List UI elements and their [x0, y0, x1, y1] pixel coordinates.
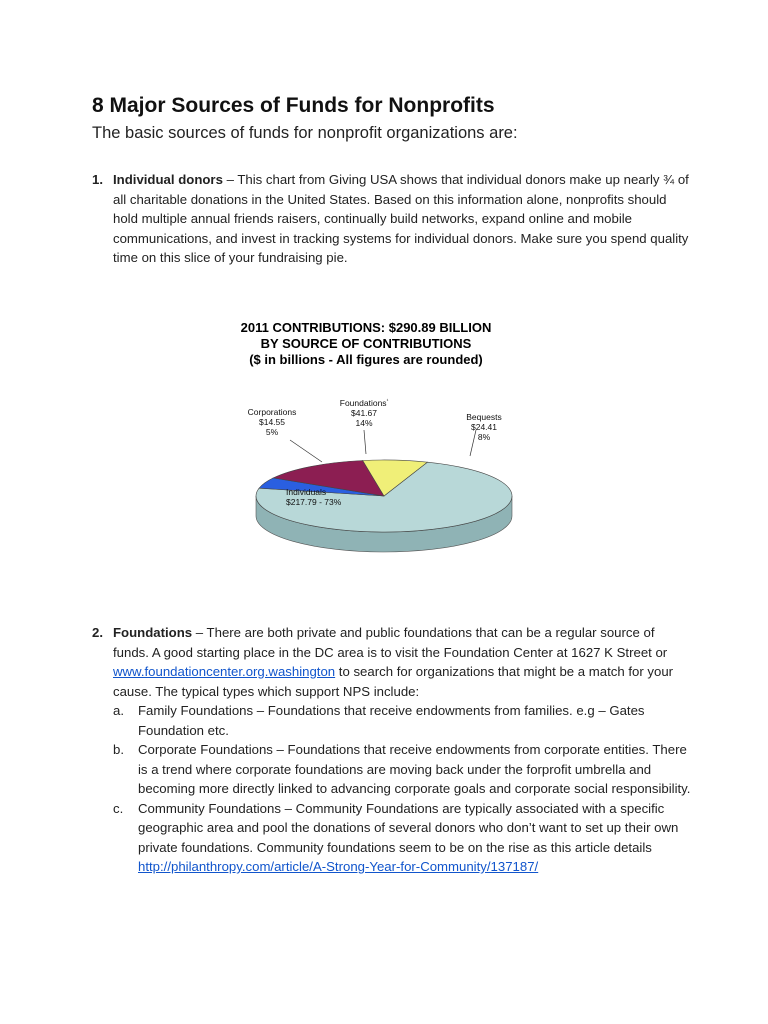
label-bequests-percent: 8%: [477, 432, 491, 442]
label-bequests-name: Bequests: [466, 412, 502, 422]
label-foundations-name: Foundations$^{^1}$: [339, 397, 389, 408]
label-corporations-value: $14.55: [259, 417, 285, 427]
foundation-center-link[interactable]: www.foundationcenter.org.washington: [113, 664, 336, 679]
sublist-letter: b.: [113, 742, 124, 757]
label-bequests: [448, 412, 520, 442]
label-corporations-name: Corporations: [247, 407, 297, 417]
list-item-content: [113, 623, 692, 701]
sublist-item-corporate-foundations: [113, 740, 692, 799]
list-number: 2.: [92, 625, 103, 640]
philanthropy-article-link[interactable]: http://philanthropy.com/article/A-Strong-Year-for-Community/137187/: [138, 859, 539, 874]
sublist-text: Community Foundations – Community Foundations are typically associated with a specific geographic area and pool the donations of several donors who don’t want to set up their own private foundations. Community foundations seem to be on the rise as this article details: [138, 800, 679, 855]
list-item-individual-donors: [92, 170, 692, 268]
foundations-leader-line: [364, 430, 366, 454]
corporations-leader-line: [290, 440, 322, 462]
label-foundations: [328, 396, 400, 428]
sublist-letter: c.: [113, 800, 124, 816]
label-foundations-percent: 14%: [355, 417, 373, 428]
page-subtitle: The basic sources of funds for nonprofit organizations are:: [92, 124, 518, 142]
pie-svg: [216, 312, 536, 572]
item-text-after-link: to search for organizations that might be a match for your cause. The typical types which support NPS include:: [113, 664, 674, 699]
list-number: 1.: [92, 172, 103, 187]
sublist-item-family-foundations: [113, 701, 692, 740]
term-foundations: Foundations: [113, 625, 193, 640]
item-text: – This chart from Giving USA shows that individual donors make up nearly ¾ of all charitable donations in the United States. Based on this information alone, nonprofits should hold multiple annual friends raisers, continually build networks, expand online and mobile communications, and invest in tracking systems for individual donors. Make sure you spend quality time on this slice of your fundraising pie.: [113, 172, 689, 265]
label-individuals: [286, 487, 356, 507]
chart-title: 2011 CONTRIBUTIONS: $290.89 BILLION: [240, 320, 492, 335]
label-corporations: [236, 407, 308, 437]
chart-subtitle: BY SOURCE OF CONTRIBUTIONS: [260, 336, 472, 351]
sublist-text: Family Foundations – Foundations that receive endowments from families. e.g – Gates Foundation etc.: [138, 703, 645, 738]
pie-chart: [216, 312, 536, 572]
label-individuals-name: Individuals: [286, 487, 327, 497]
item-text: – There are both private and public foundations that can be a regular source of funds. A good starting place in the DC area is to visit the Foundation Center at 1627 K Street or: [113, 625, 668, 660]
label-individuals-value: $217.79 - 73%: [286, 497, 342, 507]
sublist-item-community-foundations: [113, 799, 692, 877]
chart-subtitle-2: ($ in billions - All figures are rounded): [249, 352, 483, 367]
list-item-foundations: [92, 623, 692, 877]
list-item-content: [113, 170, 692, 268]
label-foundations-value: $41.67: [351, 407, 377, 418]
sublist-text: Corporate Foundations – Foundations that receive endowments from corporate entities. There is a trend where corporate foundations are moving back under the forprofit umbrella and becoming more directly linked to advancing corporate goals and corporate social responsibility.: [138, 742, 691, 796]
page-title: 8 Major Sources of Funds for Nonprofits: [92, 94, 495, 117]
term-individual-donors: Individual donors: [113, 172, 223, 187]
label-corporations-percent: 5%: [265, 427, 279, 437]
sublist-letter: a.: [113, 703, 124, 718]
label-bequests-value: $24.41: [471, 422, 497, 432]
